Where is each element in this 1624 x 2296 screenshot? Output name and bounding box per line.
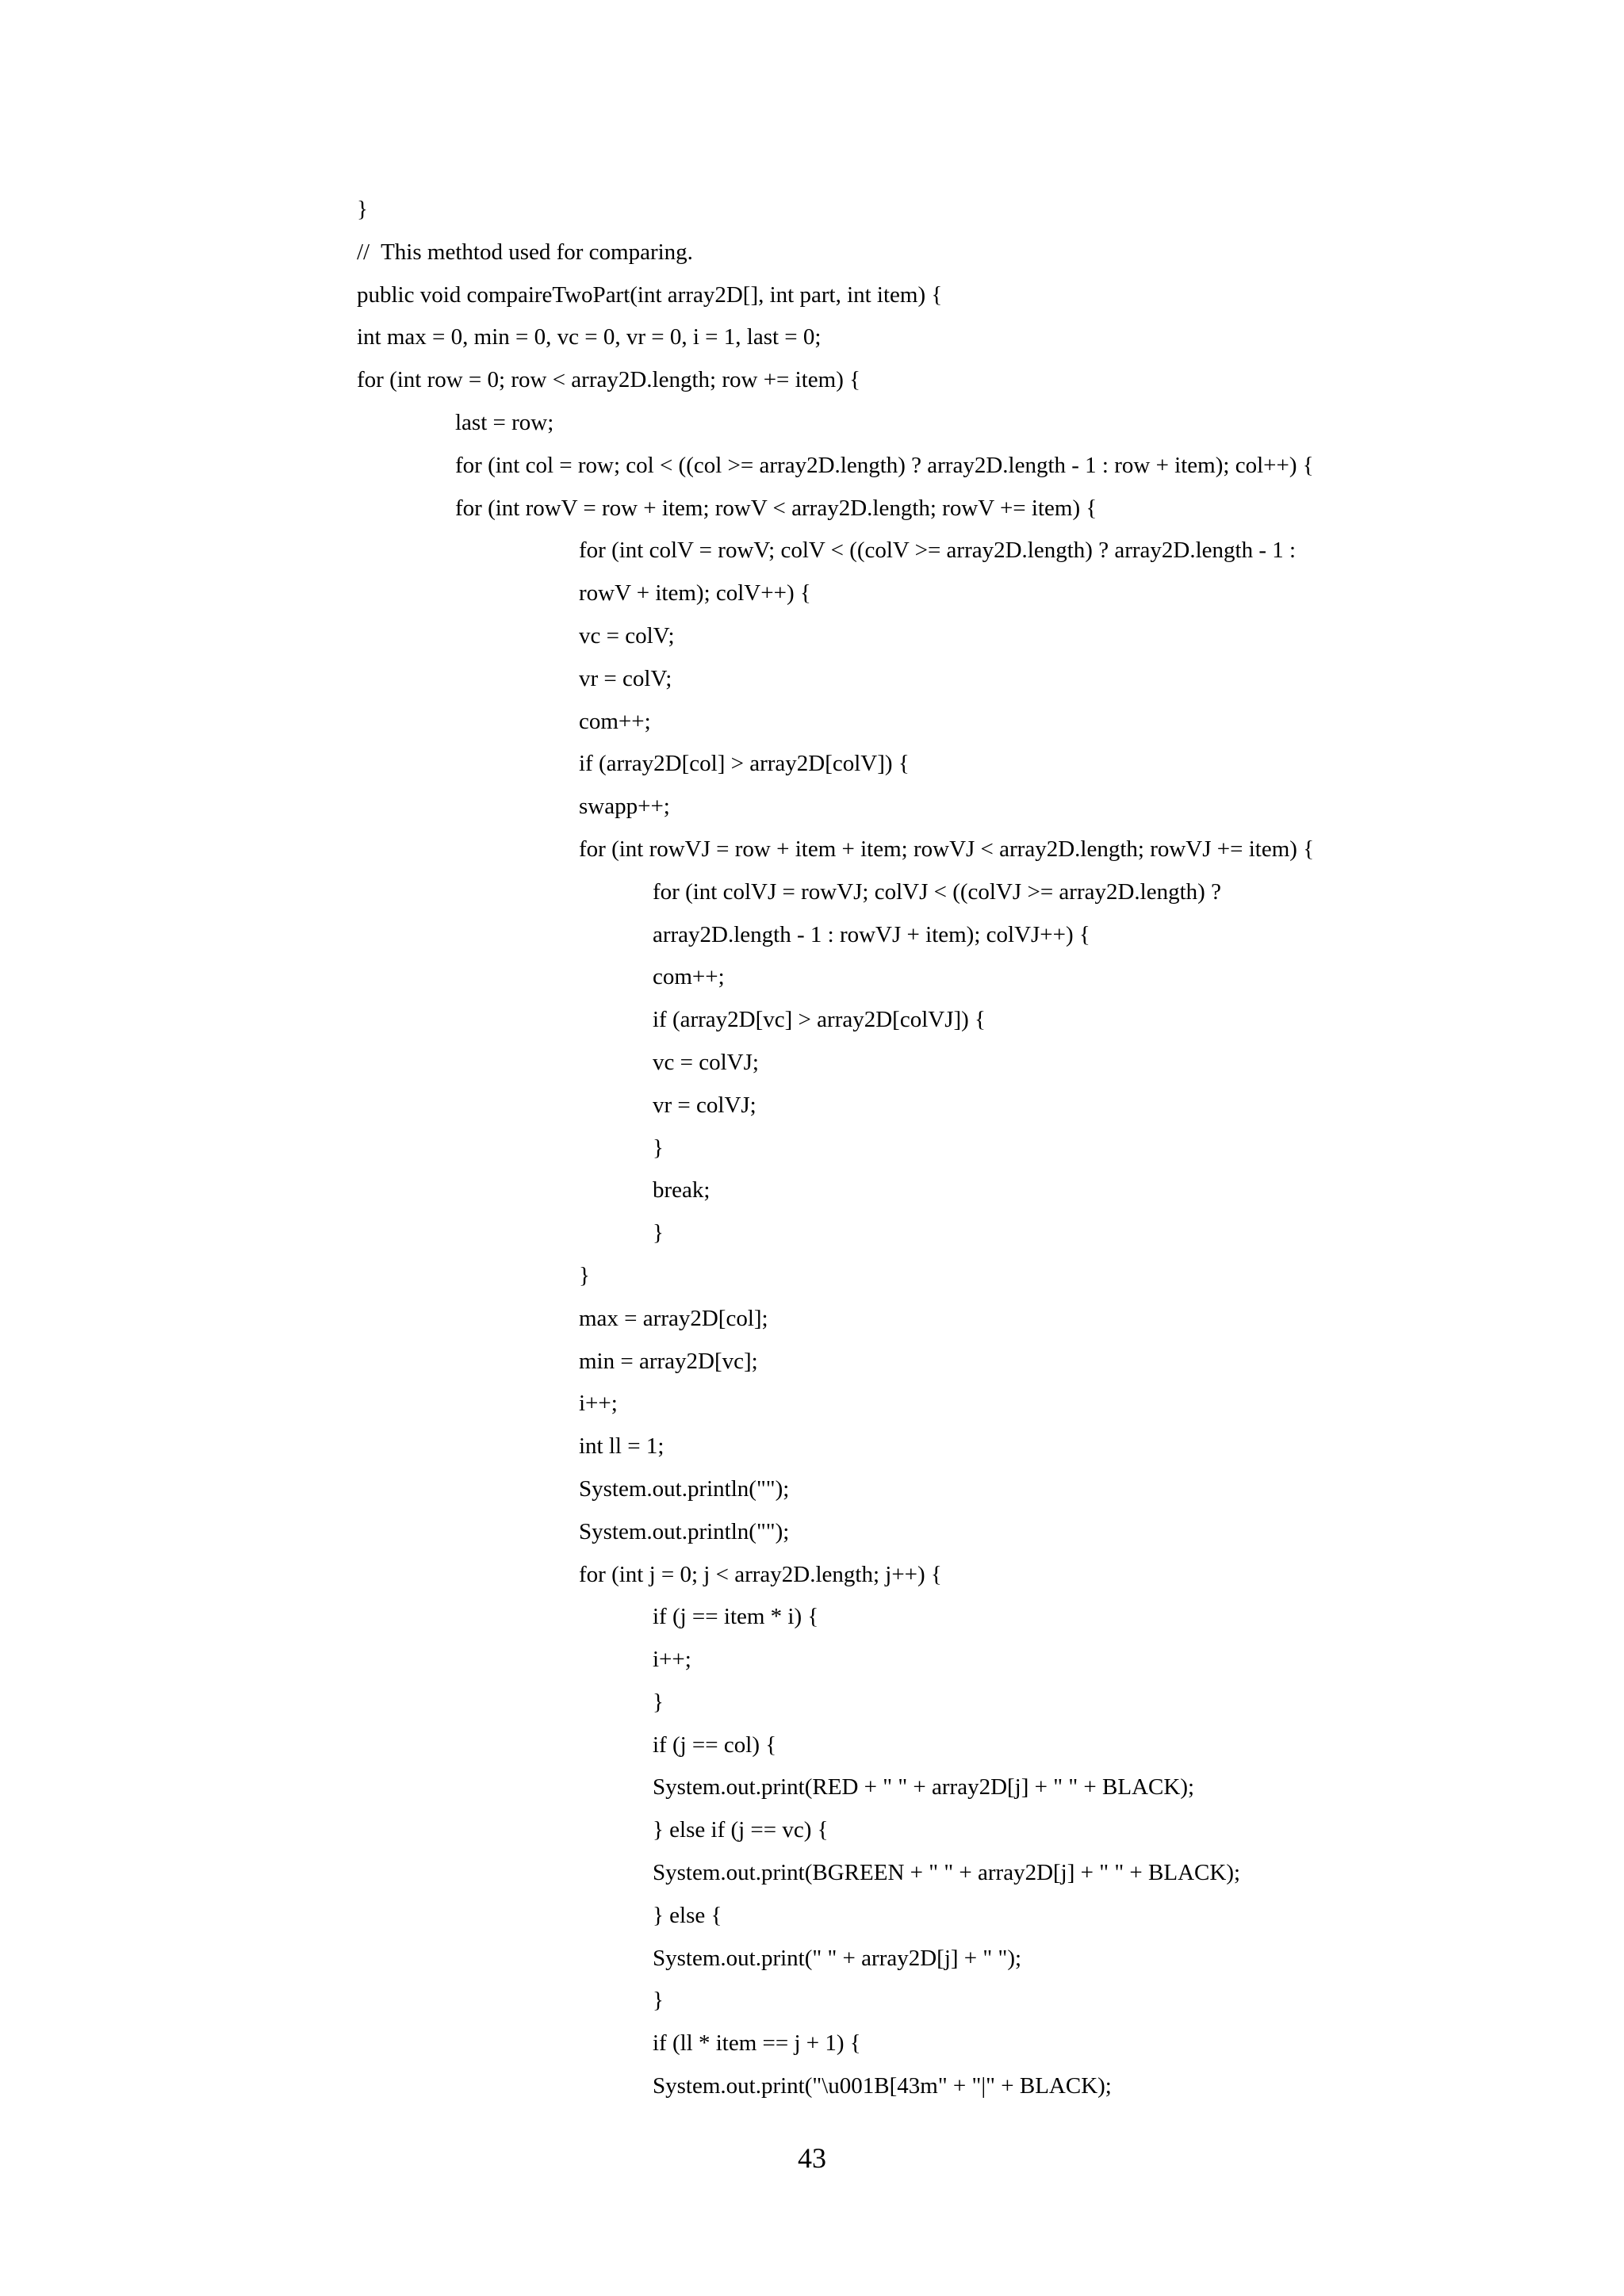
code-line: if (ll * item == j + 1) {: [653, 2030, 861, 2057]
code-line: System.out.print(BGREEN + " " + array2D[j] + " " + BLACK);: [653, 1860, 1241, 1886]
code-line: }: [579, 1262, 590, 1288]
code-line: swapp++;: [579, 794, 670, 820]
page-number: 43: [798, 2142, 826, 2174]
code-line: System.out.print(RED + " " + array2D[j] + " " + BLACK);: [653, 1774, 1195, 1800]
code-listing: [0, 189, 1624, 2108]
code-line: com++;: [579, 708, 651, 734]
code-line: } else if (j == vc) {: [653, 1817, 829, 1843]
code-line: if (j == col) {: [653, 1732, 777, 1758]
code-line: }: [653, 1988, 664, 2014]
code-line: for (int row = 0; row < array2D.length; row += item) {: [357, 367, 861, 393]
code-line: }: [653, 1220, 664, 1246]
code-line: if (array2D[vc] > array2D[colVJ]) {: [653, 1007, 986, 1033]
code-line: for (int colVJ = rowVJ; colVJ < ((colVJ >= array2D.length) ?: [653, 878, 1221, 905]
code-line: min = array2D[vc];: [579, 1348, 758, 1374]
code-line: System.out.println("");: [579, 1475, 790, 1502]
code-line: for (int col = row; col < ((col >= array2D.length) ? array2D.length - 1 : row + item); col++) {: [455, 452, 1314, 478]
code-line: }: [357, 197, 368, 222]
code-line: for (int rowVJ = row + item + item; rowVJ < array2D.length; rowVJ += item) {: [579, 836, 1315, 862]
code-line: break;: [653, 1177, 710, 1203]
code-line: public void compaireTwoPart(int array2D[], int part, int item) {: [357, 281, 943, 308]
code-line: }: [653, 1135, 664, 1161]
code-line: if (j == item * i) {: [653, 1604, 819, 1630]
code-line: array2D.length - 1 : rowVJ + item); colVJ++) {: [653, 921, 1090, 947]
code-line: last = row;: [455, 409, 554, 435]
code-line: vr = colV;: [579, 665, 672, 691]
code-line: System.out.println("");: [579, 1518, 790, 1544]
code-line: } else {: [653, 1902, 722, 1928]
code-line: com++;: [653, 964, 725, 990]
code-line: vc = colV;: [579, 622, 675, 649]
code-line: vr = colVJ;: [653, 1092, 756, 1118]
code-line: i++;: [653, 1647, 691, 1673]
code-line: System.out.print(" " + array2D[j] + " ");: [653, 1945, 1022, 1971]
code-line: }: [653, 1689, 664, 1715]
code-line: max = array2D[col];: [579, 1305, 768, 1331]
code-line: rowV + item); colV++) {: [579, 580, 811, 607]
code-line: vc = colVJ;: [653, 1049, 759, 1075]
code-line: if (array2D[col] > array2D[colV]) {: [579, 751, 910, 777]
code-line: int ll = 1;: [579, 1433, 665, 1460]
code-line: for (int colV = rowV; colV < ((colV >= array2D.length) ? array2D.length - 1 :: [579, 538, 1297, 564]
code-line: System.out.print("\u001B[43m" + "|" + BLACK);: [653, 2073, 1112, 2099]
code-line: i++;: [579, 1391, 618, 1417]
code-line: for (int rowV = row + item; rowV < array2D.length; rowV += item) {: [455, 495, 1097, 521]
code-line: // This methtod used for comparing.: [357, 239, 693, 265]
code-line: int max = 0, min = 0, vc = 0, vr = 0, i = 1, last = 0;: [357, 324, 822, 350]
code-line: for (int j = 0; j < array2D.length; j++) {: [579, 1561, 942, 1587]
